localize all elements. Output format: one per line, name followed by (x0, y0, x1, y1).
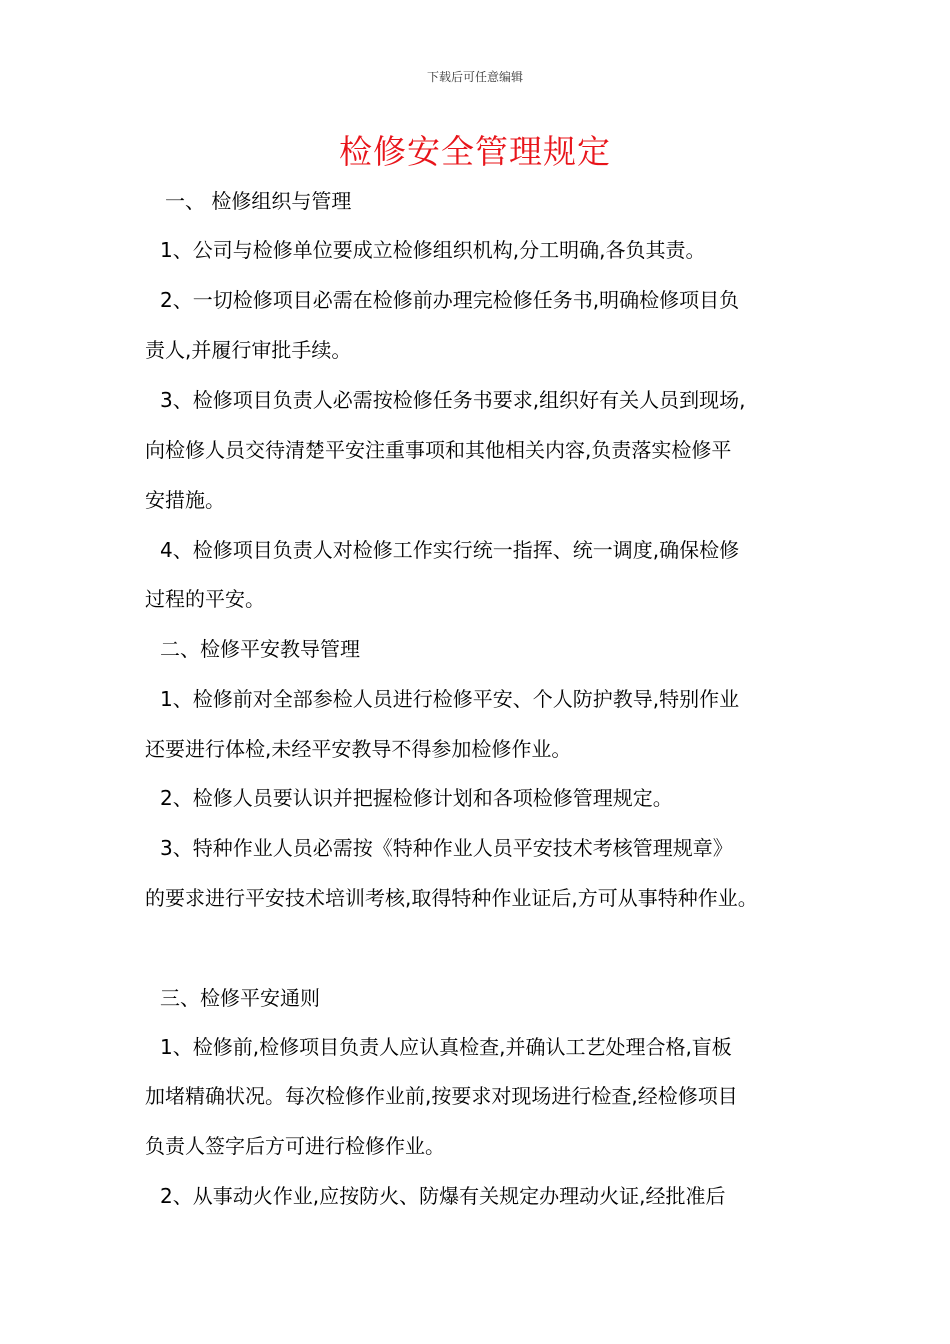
header-note: 下载后可任意编辑 (426, 70, 523, 84)
paragraph-line: 的要求进行平安技术培训考核,取得特种作业证后,方可从事特种作业。 (145, 886, 758, 910)
paragraph-line: 4、检修项目负责人对检修工作实行统一指挥、统一调度,确保检修 (160, 538, 740, 562)
paragraph-line: 2、一切检修项目必需在检修前办理完检修任务书,明确检修项目负 (160, 288, 740, 312)
paragraph-line: 负责人签字后方可进行检修作业。 (145, 1134, 445, 1158)
paragraph-line: 还要进行体检,未经平安教导不得参加检修作业。 (145, 737, 572, 761)
paragraph-line: 1、公司与检修单位要成立检修组织机构,分工明确,各负其责。 (160, 238, 706, 262)
paragraph-line: 2、从事动火作业,应按防火、防爆有关规定办理动火证,经批准后 (160, 1184, 726, 1208)
paragraph-line: 责人,并履行审批手续。 (145, 338, 352, 362)
paragraph-line: 3、特种作业人员必需按《特种作业人员平安技术考核管理规章》 (160, 836, 733, 860)
section-heading-2: 二、检修平安教导管理 (160, 637, 360, 661)
paragraph-line: 1、检修前对全部参检人员进行检修平安、个人防护教导,特别作业 (160, 687, 740, 711)
paragraph-line: 1、检修前,检修项目负责人应认真检查,并确认工艺处理合格,盲板 (160, 1035, 732, 1059)
section-heading-3: 三、检修平安通则 (160, 986, 320, 1010)
section-heading-1: 一、 检修组织与管理 (165, 189, 352, 213)
paragraph-line: 向检修人员交待清楚平安注重事项和其他相关内容,负责落实检修平 (145, 438, 732, 462)
document-title: 检修安全管理规定 (339, 132, 611, 171)
paragraph-line: 加堵精确状况。每次检修作业前,按要求对现场进行检查,经检修项目 (145, 1084, 738, 1108)
paragraph-line: 2、检修人员要认识并把握检修计划和各项检修管理规定。 (160, 786, 673, 810)
paragraph-line: 过程的平安。 (145, 587, 265, 611)
paragraph-line: 安措施。 (145, 488, 225, 512)
paragraph-line: 3、检修项目负责人必需按检修任务书要求,组织好有关人员到现场, (160, 388, 746, 412)
